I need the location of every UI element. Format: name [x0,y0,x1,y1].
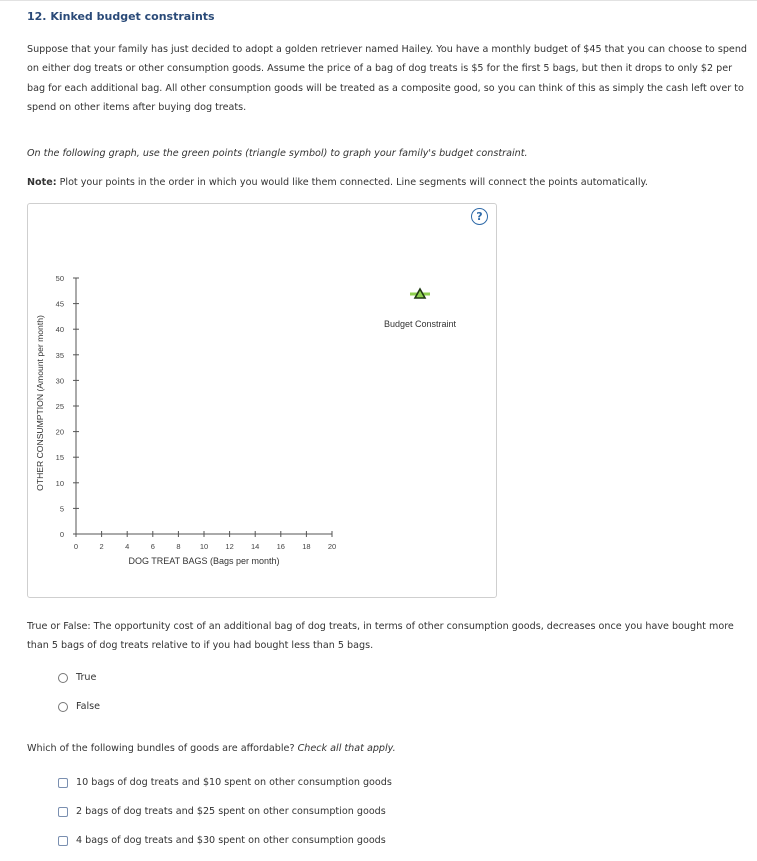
budget-chart[interactable] [28,204,496,597]
y-tick-label: 25 [55,402,64,411]
radio-button[interactable] [58,673,68,683]
checkbox-option-1[interactable] [58,777,392,788]
q2-hint: Check all that apply. [297,743,396,754]
checkbox-label: 4 bags of dog treats and $30 spent on other consumption goods [76,835,386,846]
radio-label-true: True [76,672,97,683]
q2-text: Which of the following bundles of goods are affordable? [27,743,298,754]
x-tick-label: 12 [225,542,234,551]
y-tick-label: 5 [59,504,64,514]
y-tick-label: 20 [55,427,64,437]
radio-false[interactable] [58,701,100,712]
note-text: Plot your points in the order in which you would like them connected. Line segments will connect the points automatically. [56,177,648,188]
y-tick-label: 50 [55,274,64,283]
chart-legend [384,289,457,329]
x-tick-label: 18 [302,542,311,551]
graph-note [27,177,648,188]
question-title: 12. Kinked budget constraints [27,10,215,23]
x-tick-label: 6 [150,542,155,551]
top-divider [0,0,757,1]
x-tick-label: 8 [176,542,181,551]
question-affordable [27,743,396,754]
checkbox-option-2[interactable] [58,806,386,817]
checkbox-label: 10 bags of dog treats and $10 spent on other consumption goods [76,777,392,788]
x-tick-label: 10 [199,542,209,551]
x-tick-label: 2 [99,542,104,551]
legend-label: Budget Constraint [383,319,457,329]
graph-instruction: On the following graph, use the green points (triangle symbol) to graph your family's budget constraint. [27,148,528,159]
chart-axes [56,274,337,551]
y-tick-label: 45 [55,299,64,309]
y-tick-label: 15 [55,453,64,463]
y-tick-label: 10 [55,478,64,488]
x-tick-label: 0 [73,542,79,551]
green-triangle-icon[interactable] [410,289,430,298]
y-axis-label: OTHER CONSUMPTION (Amount per month) [35,315,45,491]
x-tick-label: 16 [276,542,285,551]
radio-true[interactable] [58,672,96,683]
checkbox[interactable] [58,807,68,817]
radio-label-false: False [76,701,101,712]
question-mark-icon[interactable]: ? [471,208,488,225]
note-label: Note: [27,177,57,188]
checkbox-option-3[interactable] [58,835,386,846]
question-true-false: True or False: The opportunity cost of an additional bag of dog treats, in terms of other consumption goods, decreases once you have bought more than 5 bags of dog treats relative to if you had bought less than 5 bags. [27,621,734,652]
checkbox[interactable] [58,836,68,846]
x-tick-label: 20 [327,542,337,551]
x-axis-label: DOG TREAT BAGS (Bags per month) [128,556,280,566]
graph-panel [27,203,497,598]
radio-button[interactable] [58,702,68,712]
x-tick-label: 14 [251,542,260,551]
x-tick-label: 4 [125,542,130,551]
y-tick-label: 30 [55,376,64,386]
checkbox[interactable] [58,778,68,788]
question-paragraph: Suppose that your family has just decided to adopt a golden retriever named Hailey. You have a monthly budget of $45 that you can choose to spend on either dog treats or other consumption goods. Assume the price of a bag of dog treats is $5 for the first 5 bags, but then it drops to only $2 per bag for each additional bag. All other consumption goods will be treated as a composite good, so you can think of this as simply the cash left over to spend on other items after buying dog treats. [27,44,748,114]
y-tick-label: 0 [59,530,64,539]
checkbox-label: 2 bags of dog treats and $25 spent on other consumption goods [76,806,386,817]
y-tick-label: 40 [55,325,64,335]
y-tick-label: 35 [55,350,64,360]
